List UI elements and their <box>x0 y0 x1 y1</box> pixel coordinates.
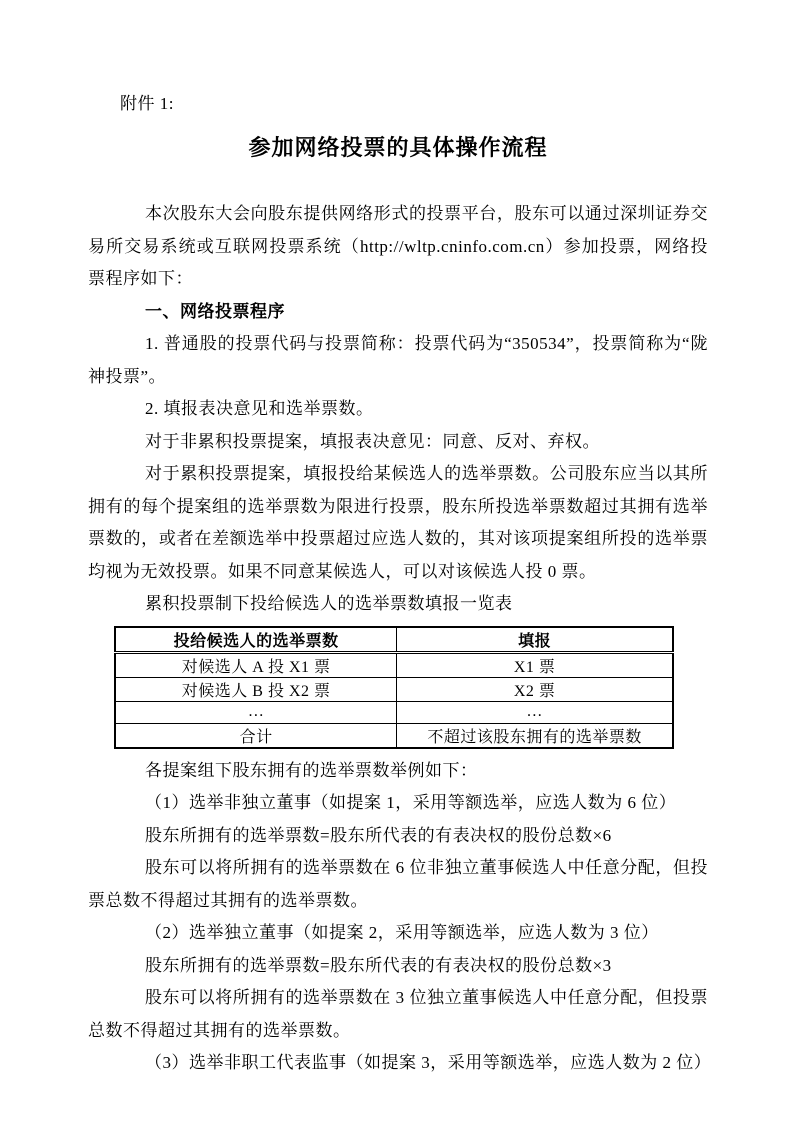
vote-fill-table <box>114 626 674 749</box>
table-row <box>115 652 673 677</box>
section1-heading: 一、网络投票程序 <box>145 301 285 321</box>
example2-formula: 股东所拥有的选举票数=股东所代表的有表决权的股份总数×3 <box>145 955 612 975</box>
example1-note: 股东可以将所拥有的选举票数在 6 位非独立董事候选人中任意分配，但投票总数不得超过其拥有的选举票数。 <box>88 858 708 910</box>
table-cell: 对候选人 B 投 X2 票 <box>115 677 397 701</box>
example1-formula: 股东所拥有的选举票数=股东所代表的有表决权的股份总数×6 <box>145 825 612 845</box>
para-cumulative: 对于累积投票提案，填报投给某候选人的选举票数。公司股东应当以其所拥有的每个提案组的选举票数为限进行投票，股东所投选举票数超过其拥有选举票数的，或者在差额选举中投票超过应选人数的，其对该项提案组所投的选举票均视为无效投票。如果不同意某候选人，可以对该候选人投 0 票。 <box>88 464 708 581</box>
table-row <box>115 723 673 748</box>
table-cell: … <box>397 701 673 723</box>
table-row <box>115 701 673 723</box>
examples-intro: 各提案组下股东拥有的选举票数举例如下： <box>145 760 478 780</box>
example2-title: （2）选举独立董事（如提案 2，采用等额选举，应选人数为 3 位） <box>145 923 659 942</box>
item-1-voting-code: 1. 普通股的投票代码与投票简称：投票代码为“350534”，投票简称为“陇神投票”。 <box>88 334 708 386</box>
table-row <box>115 677 673 701</box>
item-2-fill-opinion: 2. 填报表决意见和选举票数。 <box>145 399 374 418</box>
table-caption: 累积投票制下投给候选人的选举票数填报一览表 <box>145 594 513 613</box>
attachment-label: 附件 1: <box>120 94 174 113</box>
table-cell: 对候选人 A 投 X1 票 <box>115 652 397 677</box>
example3-title: （3）选举非职工代表监事（如提案 3，采用等额选举，应选人数为 2 位） <box>145 1053 712 1072</box>
table-cell: 不超过该股东拥有的选举票数 <box>397 723 673 748</box>
table-header-row <box>115 627 673 653</box>
table-cell: 合计 <box>115 723 397 748</box>
intro-paragraph: 本次股东大会向股东提供网络形式的投票平台，股东可以通过深圳证券交易所交易系统或互联网投票系统（http://wltp.cninfo.com.cn）参加投票，网络投票程序如下： <box>88 204 708 288</box>
example2-note: 股东可以将所拥有的选举票数在 3 位独立董事候选人中任意分配，但投票总数不得超过其拥有的选举票数。 <box>88 988 708 1040</box>
example1-title: （1）选举非独立董事（如提案 1，采用等额选举，应选人数为 6 位） <box>145 793 677 812</box>
table-cell: X2 票 <box>397 677 673 701</box>
doc-body <box>88 198 712 1080</box>
para-non-cumulative: 对于非累积投票提案，填报表决意见：同意、反对、弃权。 <box>145 431 600 451</box>
table-header-votes: 投给候选人的选举票数 <box>115 627 397 653</box>
table-header-fill: 填报 <box>397 627 673 653</box>
table-cell: … <box>115 701 397 723</box>
table-cell: X1 票 <box>397 652 673 677</box>
doc-title: 参加网络投票的具体操作流程 <box>248 135 548 160</box>
